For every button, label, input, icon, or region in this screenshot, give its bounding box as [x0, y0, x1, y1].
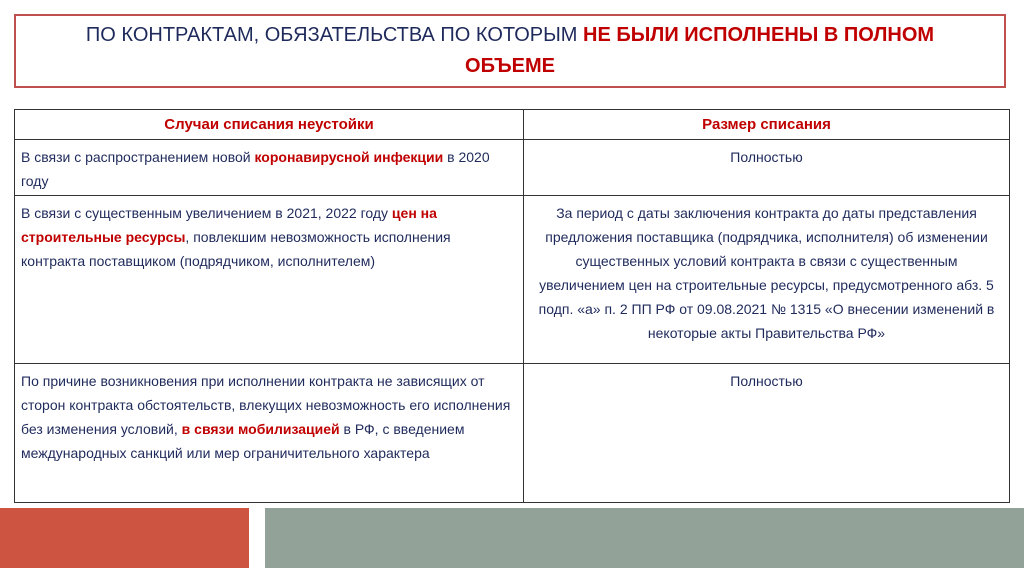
header-cases: Случаи списания неустойки — [15, 110, 524, 140]
case-text: По причине возникновения при исполнении контракта не зависящих от сторон контракта обстоятельств, влекущих невозможность его исполнения без изменения условий, — [21, 373, 511, 437]
slide-title-box — [14, 14, 1006, 88]
amount-cell: Полностью — [524, 140, 1010, 196]
amount-cell: За период с даты заключения контракта до даты представления предложения поставщика (подрядчика, исполнителя) об изменении существенных условий контракта в связи с существенным увеличением цен на строительные ресурсы, предусмотренного абз. 5 подп. «а» п. 2 ПП РФ от 09.08.2021 № 1315 «О внесении изменений в некоторые акты Правительства РФ» — [524, 196, 1010, 364]
table-row — [15, 140, 1010, 196]
table-row — [15, 364, 1010, 503]
case-text: в 2020 году — [21, 149, 490, 189]
table-header-row — [15, 110, 1010, 140]
table-row — [15, 196, 1010, 364]
case-highlight: в связи мобилизацией — [181, 421, 340, 437]
header-amount: Размер списания — [524, 110, 1010, 140]
write-off-table — [14, 109, 1010, 503]
case-text: В связи с существенным увеличением в 2021, 2022 году — [21, 205, 392, 221]
case-cell — [15, 140, 524, 196]
slide-title — [16, 20, 1004, 82]
case-highlight: коронавирусной инфекции — [254, 149, 444, 165]
case-text: , повлекшим невозможность исполнения контракта поставщиком (подрядчиком, исполнителем) — [21, 229, 451, 269]
amount-cell: Полностью — [524, 364, 1010, 503]
case-cell — [15, 196, 524, 364]
case-text: в РФ, с введением международных санкций или мер ограничительного характера — [21, 421, 465, 461]
case-cell — [15, 364, 524, 503]
title-normal: ПО КОНТРАКТАМ, ОБЯЗАТЕЛЬСТВА ПО КОТОРЫМ — [85, 24, 584, 46]
case-highlight: цен на строительные ресурсы — [21, 205, 437, 245]
footer-bar-red — [0, 508, 249, 568]
footer-bar-gray — [265, 508, 1024, 568]
case-text: В связи с распространением новой — [21, 149, 255, 165]
title-highlight: НЕ БЫЛИ ИСПОЛНЕНЫ В ПОЛНОМ ОБЪЕМЕ — [465, 24, 935, 77]
